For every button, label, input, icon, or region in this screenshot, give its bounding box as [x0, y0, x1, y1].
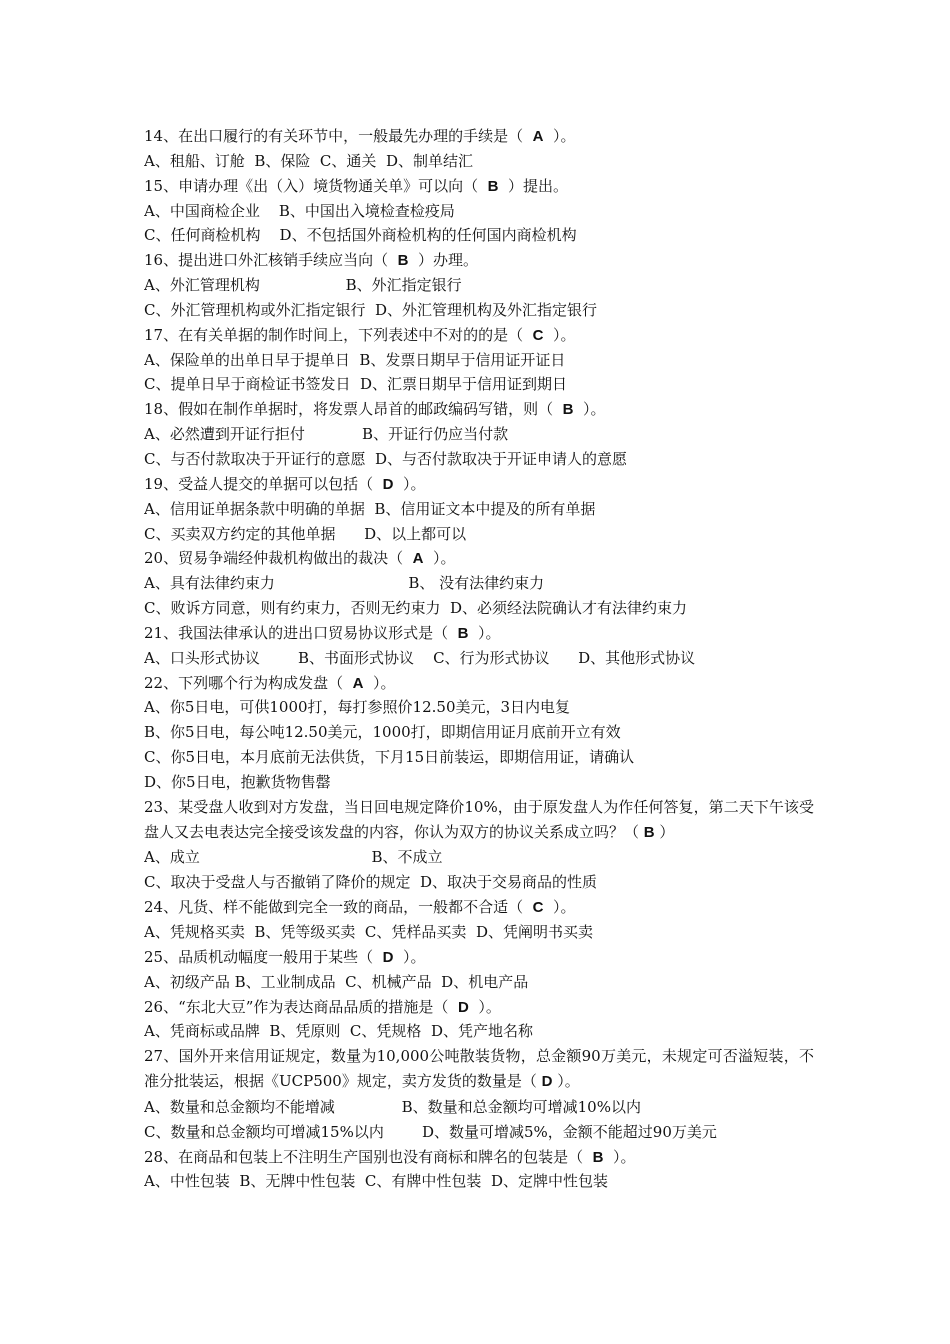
answer-letter: B [643, 823, 655, 841]
question-23: 23、某受盘人收到对方发盘，当日回电规定降价10%，由于原发盘人为作任何答复，第二天下午该受盘人又去电表达完全接受该发盘的内容，你认为双方的协议关系成立吗？（ B ） [144, 797, 814, 841]
answer-letter: C [532, 326, 544, 344]
answer-letter: B [562, 401, 574, 419]
answer-letter: B [397, 252, 409, 270]
question-18: 18、假如在制作单据时，将发票人昂首的邮政编码写错，则（ B ）。 [144, 400, 606, 419]
options-19-ab: A、信用证单据条款中明确的单据 B、信用证文本中提及的所有单据 [144, 499, 596, 518]
question-21: 21、我国法律承认的进出口贸易协议形式是（ B ）。 [144, 623, 501, 642]
options-16-cd: C、外汇管理机构或外汇指定银行 D、外汇管理机构及外汇指定银行 [144, 300, 598, 319]
question-22: 22、下列哪个行为构成发盘（ A ）。 [144, 673, 396, 692]
options-18-cd: C、与否付款取决于开证行的意愿 D、与否付款取决于开证申请人的意愿 [144, 449, 628, 468]
answer-letter: C [532, 899, 544, 917]
question-19: 19、受益人提交的单据可以包括（ D ）。 [144, 474, 426, 493]
options-26: A、凭商标或品牌 B、凭原则 C、凭规格 D、凭产地名称 [144, 1022, 533, 1041]
answer-letter: B [487, 177, 499, 195]
options-20-cd: C、败诉方同意，则有约束力，否则无约束力 D、必须经法院确认才有法律约束力 [144, 599, 688, 618]
question-16: 16、提出进口外汇核销手续应当向（ B ）办理。 [144, 251, 479, 270]
question-27: 27、国外开来信用证规定，数量为10,000公吨散装货物，总金额90万美元，未规定可否溢短装，不准分批装运，根据《UCP500》规定，卖方发货的数量是（ D ）。 [144, 1047, 814, 1091]
question-24: 24、凡货、样不能做到完全一致的商品，一般都不合适（ C ）。 [144, 898, 576, 917]
options-21: A、口头形式协议 B、书面形式协议 C、行为形式协议 D、其他形式协议 [144, 648, 696, 667]
question-20: 20、贸易争端经仲裁机构做出的裁决（ A ）。 [144, 549, 456, 568]
answer-letter: B [457, 624, 469, 642]
option-22-c: C、你5日电，本月底前无法供货，下月15日前装运，即期信用证，请确认 [144, 748, 635, 767]
answer-letter: D [541, 1073, 553, 1091]
options-25: A、初级产品 B、工业制成品 C、机械产品 D、机电产品 [144, 972, 529, 991]
answer-letter: D [457, 998, 469, 1016]
answer-letter: A [412, 550, 424, 568]
options-24: A、凭规格买卖 B、凭等级买卖 C、凭样品买卖 D、凭阐明书买卖 [144, 923, 593, 941]
options-15-cd: C、任何商检机构 D、不包括国外商检机构的任何国内商检机构 [144, 226, 577, 245]
options-17-cd: C、提单日早于商检证书签发日 D、汇票日期早于信用证到期日 [144, 375, 568, 394]
options-15-ab: A、中国商检企业 B、中国出入境检查检疫局 [144, 201, 455, 220]
question-17: 17、在有关单据的制作时间上，下列表述中不对的的是（ C ）。 [144, 325, 576, 344]
answer-letter: D [382, 948, 394, 966]
options-14: A、租船、订舱 B、保险 C、通关 D、制单结汇 [144, 151, 473, 170]
question-28: 28、在商品和包装上不注明生产国别也没有商标和牌名的包装是（ B ）。 [144, 1147, 636, 1166]
options-28: A、中性包装 B、无牌中性包装 C、有牌中性包装 D、定牌中性包装 [144, 1172, 608, 1191]
question-25: 25、品质机动幅度一般用于某些（ D ）。 [144, 947, 426, 966]
option-22-a: A、你5日电，可供1000打，每打参照价12.50美元，3日内电复 [144, 698, 571, 717]
answer-letter: D [382, 475, 394, 493]
options-23-cd: C、取决于受盘人与否撤销了降价的规定 D、取决于交易商品的性质 [144, 873, 598, 892]
options-27-ab: A、数量和总金额均不能增减 B、数量和总金额均可增减10%以内 [144, 1097, 641, 1116]
options-16-ab: A、外汇管理机构 B、外汇指定银行 [144, 276, 462, 295]
answer-letter: A [532, 128, 544, 145]
options-19-cd: C、买卖双方约定的其他单据 D、以上都可以 [144, 524, 467, 543]
option-22-b: B、你5日电，每公吨12.50美元，1000打，即期信用证月底前开立有效 [144, 723, 621, 742]
option-22-d: D、你5日电，抱歉货物售罄 [144, 772, 331, 791]
question-14: 14、在出口履行的有关环节中，一般最先办理的手续是（ A ）。 [144, 127, 576, 145]
options-20-ab: A、具有法律约束力 B、 没有法律约束力 [144, 574, 545, 593]
options-18-ab: A、必然遭到开证行拒付 B、开证行仍应当付款 [144, 425, 509, 444]
exam-page [144, 124, 814, 1194]
options-17-ab: A、保险单的出单日早于提单日 B、发票日期早于信用证开证日 [144, 350, 566, 369]
options-23-ab: A、成立 B、不成立 [144, 848, 443, 867]
answer-letter: A [352, 674, 364, 692]
options-27-cd: C、数量和总金额均可增减15%以内 D、数量可增减5%，金额不能超过90万美元 [144, 1122, 717, 1141]
question-26: 26、“东北大豆”作为表达商品品质的措施是（ D ）。 [144, 997, 501, 1016]
answer-letter: B [592, 1148, 604, 1166]
question-15: 15、申请办理《出（入）境货物通关单》可以向（ B ）提出。 [144, 176, 569, 195]
